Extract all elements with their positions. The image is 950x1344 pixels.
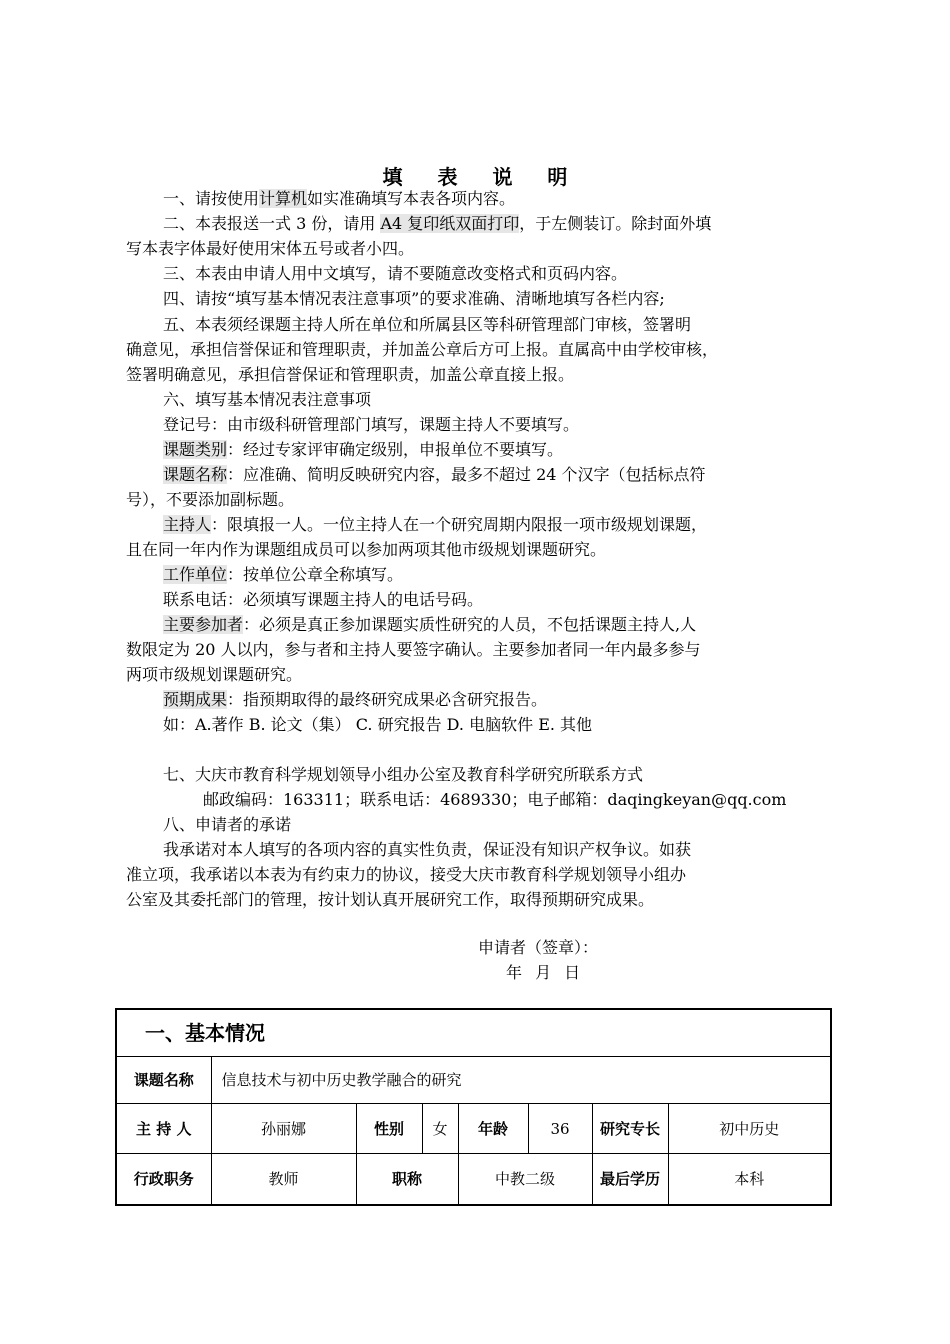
note-expected-results-text: ：指预期取得的最终研究成果必含研究报告。 <box>227 690 548 709</box>
instruction-item-2-cont: 写本表字体最好使用宋体五号或者小四。 <box>126 239 415 258</box>
note-results-options: 如：A.著作 B. 论文（集） C. 研究报告 D. 电脑软件 E. 其他 <box>163 715 593 734</box>
topic-name-value: 信息技术与初中历史教学融合的研究 <box>211 1057 831 1104</box>
education-value: 本科 <box>668 1154 831 1206</box>
note-participants-label: 主要参加者 <box>163 615 244 634</box>
basic-info-section-title: 一、基本情况 <box>116 1009 831 1057</box>
applicant-signature-label: 申请者（签章）： <box>478 938 599 957</box>
instruction-item-2 <box>163 212 843 236</box>
instruction-item-6-heading: 六、填写基本情况表注意事项 <box>163 390 372 409</box>
note-host-label: 主持人 <box>163 515 212 534</box>
note-topic-name-text: ：应准确、简明反映研究内容，最多不超过 24 个汉字（包括标点符 <box>227 465 706 484</box>
professional-title-label: 职称 <box>356 1154 458 1206</box>
note-work-unit-text: ：按单位公章全称填写。 <box>227 565 404 584</box>
note-registration-number: 登记号：由市级科研管理部门填写，课题主持人不要填写。 <box>163 415 580 434</box>
instruction-item-4: 四、请按“填写基本情况表注意事项”的要求准确、清晰地填写各栏内容; <box>163 289 665 308</box>
professional-title-value: 中教二级 <box>458 1154 592 1206</box>
pledge-line-1: 我承诺对本人填写的各项内容的真实性负责，保证没有知识产权争议。如获 <box>163 840 692 859</box>
research-specialty-label: 研究专长 <box>592 1104 668 1154</box>
note-host-cont: 且在同一年内作为课题组成员可以参加两项其他市级规划课题研究。 <box>126 540 607 559</box>
topic-name-label: 课题名称 <box>116 1057 211 1104</box>
education-label: 最后学历 <box>592 1154 668 1206</box>
item2-prefix: 二、本表报送一式 3 份，请用 <box>163 214 381 233</box>
instruction-item-5-line-2: 确意见，承担信誉保证和管理职责，并加盖公章后方可上报。直属高中由学校审核， <box>126 340 719 359</box>
note-phone: 联系电话：必须填写课题主持人的电话号码。 <box>163 590 484 609</box>
note-participants-cont-2: 两项市级规划课题研究。 <box>126 665 303 684</box>
item1-highlight: 计算机 <box>259 189 308 208</box>
age-value: 36 <box>528 1104 592 1154</box>
instruction-item-3: 三、本表由申请人用中文填写，请不要随意改变格式和页码内容。 <box>163 264 628 283</box>
basic-info-table <box>115 1008 832 1206</box>
pledge-line-2: 准立项，我承诺以本表为有约束力的协议，接受大庆市教育科学规划领导小组办 <box>126 865 687 884</box>
note-topic-name <box>163 463 843 487</box>
item1-prefix: 一、请按使用 <box>163 189 260 208</box>
host-label: 主 持 人 <box>116 1104 211 1154</box>
note-work-unit-label: 工作单位 <box>163 565 228 584</box>
note-work-unit <box>163 563 843 587</box>
note-participants-text: ：必须是真正参加课题实质性研究的人员，不包括课题主持人,人 <box>243 615 697 634</box>
pledge-line-3: 公室及其委托部门的管理，按计划认真开展研究工作，取得预期研究成果。 <box>126 890 655 909</box>
host-value: 孙丽娜 <box>211 1104 356 1154</box>
gender-value: 女 <box>422 1104 458 1154</box>
note-topic-category-text: ：经过专家评审确定级别，申报单位不要填写。 <box>227 440 564 459</box>
instruction-item-5-line-3: 签署明确意见，承担信誉保证和管理职责，加盖公章直接上报。 <box>126 365 575 384</box>
instruction-item-8: 八、申请者的承诺 <box>163 815 292 834</box>
research-specialty-value: 初中历史 <box>668 1104 831 1154</box>
note-participants-cont-1: 数限定为 20 人以内，参与者和主持人要签字确认。主要参加者同一年内最多参与 <box>126 640 701 659</box>
note-host <box>163 513 843 537</box>
document-title: 填 表 说 明 <box>382 165 582 189</box>
note-expected-results <box>163 688 843 712</box>
instruction-item-1 <box>163 187 843 211</box>
instruction-item-7: 七、大庆市教育科学规划领导小组办公室及教育科学研究所联系方式 <box>163 765 644 784</box>
administrative-position-value: 教师 <box>211 1154 356 1206</box>
signature-date: 年 月 日 <box>506 963 581 982</box>
note-topic-category-label: 课题类别 <box>163 440 228 459</box>
note-topic-category <box>163 438 843 462</box>
instruction-item-5-line-1: 五、本表须经课题主持人所在单位和所属县区等科研管理部门审核，签署明 <box>163 315 692 334</box>
age-label: 年龄 <box>458 1104 528 1154</box>
gender-label: 性别 <box>356 1104 422 1154</box>
note-participants <box>163 613 843 637</box>
contact-info: 邮政编码：163311；联系电话：4689330；电子邮箱：daqingkeyan@qq.com <box>203 790 787 809</box>
note-topic-name-cont: 号），不要添加副标题。 <box>126 490 295 509</box>
administrative-position-label: 行政职务 <box>116 1154 211 1206</box>
item1-suffix: 如实准确填写本表各项内容。 <box>307 189 516 208</box>
note-host-text: ：限填报一人。一位主持人在一个研究周期内限报一项市级规划课题， <box>211 515 708 534</box>
item2-highlight: A4 复印纸双面打印 <box>380 214 520 233</box>
note-expected-results-label: 预期成果 <box>163 690 228 709</box>
note-topic-name-label: 课题名称 <box>163 465 228 484</box>
item2-suffix: ，于左侧装订。除封面外填 <box>519 214 712 233</box>
